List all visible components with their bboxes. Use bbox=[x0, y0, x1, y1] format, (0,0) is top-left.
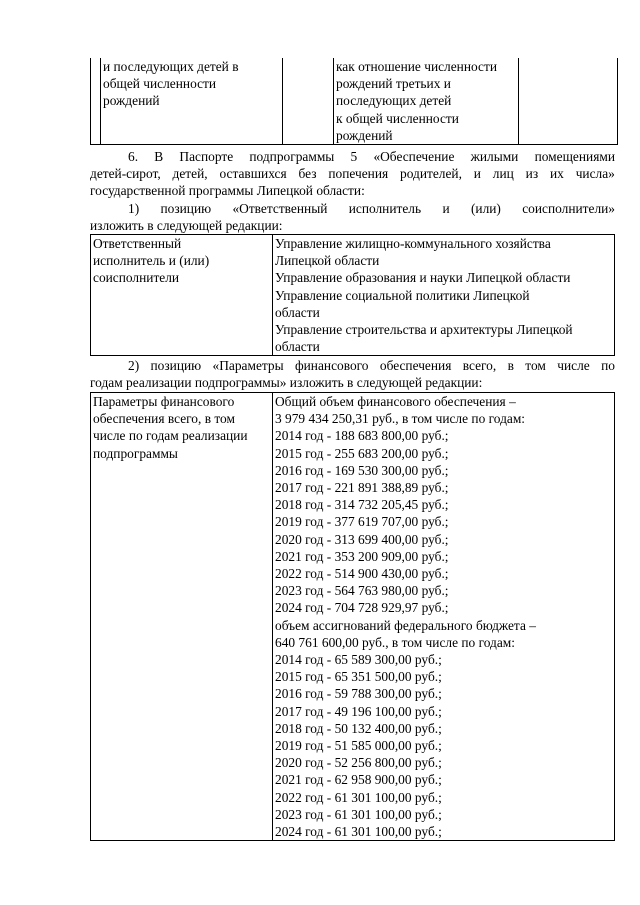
text-line: 2017 год - 49 196 100,00 руб.; bbox=[275, 703, 442, 719]
table-cell-label bbox=[91, 393, 273, 841]
text-line: обеспечения всего, в том bbox=[93, 411, 235, 427]
text-line: 2018 год - 314 732 205,45 руб.; bbox=[275, 497, 449, 513]
text-line: как отношение численности bbox=[336, 59, 498, 74]
text-line: 2021 год - 62 958 900,00 руб.; bbox=[275, 772, 442, 788]
table-cell-value bbox=[273, 393, 615, 841]
text-line: 2020 год - 313 699 400,00 руб.; bbox=[275, 531, 449, 547]
text-line: последующих детей bbox=[336, 93, 452, 109]
text-line: 2019 год - 51 585 000,00 руб.; bbox=[275, 738, 442, 754]
text-line: 3 979 434 250,31 руб., в том числе по годам: bbox=[275, 411, 526, 427]
table-cell-empty bbox=[283, 58, 334, 145]
paragraph-line: 1) позицию «Ответственный исполнитель и (или) соисполнители» bbox=[128, 201, 615, 216]
paragraph-6 bbox=[90, 148, 615, 200]
text-line: числе по годам реализации bbox=[93, 428, 248, 444]
table-cell-indicator bbox=[101, 58, 283, 145]
text-line: рождений bbox=[336, 127, 393, 143]
continued-table bbox=[90, 58, 618, 145]
text-line: 2023 год - 61 301 100,00 руб.; bbox=[275, 806, 442, 822]
text-line: подпрограммы bbox=[93, 445, 178, 461]
text-line: Ответственный bbox=[93, 236, 182, 251]
text-line: общей численности bbox=[103, 76, 217, 92]
text-line: 2020 год - 52 256 800,00 руб.; bbox=[275, 755, 442, 771]
text-line: 2018 год - 50 132 400,00 руб.; bbox=[275, 720, 442, 736]
paragraph-line: годам реализации подпрограммы» изложить в следующей редакции: bbox=[90, 375, 483, 391]
text-line: 2015 год - 65 351 500,00 руб.; bbox=[275, 669, 442, 685]
text-line: 2022 год - 514 900 430,00 руб.; bbox=[275, 566, 449, 582]
text-line: 2016 год - 59 788 300,00 руб.; bbox=[275, 686, 442, 702]
text-line: области bbox=[275, 304, 320, 320]
paragraph-line: изложить в следующей редакции: bbox=[90, 218, 283, 234]
paragraph-line: 2) позицию «Параметры финансового обеспечения всего, в том числе по bbox=[128, 358, 615, 373]
text-line: соисполнители bbox=[93, 270, 180, 286]
text-line: 2023 год - 564 763 980,00 руб.; bbox=[275, 583, 449, 599]
text-line: к общей численности bbox=[336, 110, 459, 126]
text-line: 2016 год - 169 530 300,00 руб.; bbox=[275, 462, 449, 478]
text-line: и последующих детей в bbox=[103, 59, 239, 74]
text-line: рождений третьих и bbox=[336, 76, 451, 92]
paragraph-line: 6. В Паспорте подпрограммы 5 «Обеспечение жилыми помещениями bbox=[128, 149, 615, 164]
text-line: области bbox=[275, 339, 320, 355]
text-line: Управление строительства и архитектуры Липецкой bbox=[275, 322, 573, 338]
text-line: 2014 год - 65 589 300,00 руб.; bbox=[275, 652, 442, 668]
table-cell-label bbox=[91, 235, 273, 356]
table-cell-empty bbox=[91, 58, 101, 145]
paragraph-item-2 bbox=[90, 357, 615, 391]
text-line: 2021 год - 353 200 909,00 руб.; bbox=[275, 548, 449, 564]
text-line: 2024 год - 704 728 929,97 руб.; bbox=[275, 600, 449, 616]
financing-table bbox=[90, 392, 615, 841]
text-line: 2015 год - 255 683 200,00 руб.; bbox=[275, 445, 449, 461]
text-line: исполнитель и (или) bbox=[93, 253, 210, 269]
paragraph-line: детей-сирот, детей, оставшихся без попечения родителей, и лиц из их числа» bbox=[90, 166, 615, 182]
text-line: Параметры финансового bbox=[93, 394, 235, 409]
table-cell-empty bbox=[519, 58, 618, 145]
text-line: Общий объем финансового обеспечения – bbox=[275, 394, 516, 409]
text-line: Управление образования и науки Липецкой области bbox=[275, 270, 571, 286]
responsible-table bbox=[90, 234, 615, 356]
text-line: 2024 год - 61 301 100,00 руб.; bbox=[275, 824, 442, 840]
paragraph-line: государственной программы Липецкой области: bbox=[90, 183, 365, 199]
text-line: рождений bbox=[103, 93, 160, 109]
text-line: 640 761 600,00 руб., в том числе по годам: bbox=[275, 634, 515, 650]
table-cell-formula bbox=[334, 58, 519, 145]
text-line: Управление социальной политики Липецкой bbox=[275, 287, 530, 303]
text-line: 2014 год - 188 683 800,00 руб.; bbox=[275, 428, 449, 444]
text-line: Липецкой области bbox=[275, 253, 380, 269]
paragraph-item-1 bbox=[90, 200, 615, 234]
text-line: объем ассигнований федерального бюджета – bbox=[275, 617, 536, 633]
text-line: 2022 год - 61 301 100,00 руб.; bbox=[275, 789, 442, 805]
text-line: Управление жилищно-коммунального хозяйства bbox=[275, 236, 551, 251]
text-line: 2017 год - 221 891 388,89 руб.; bbox=[275, 480, 449, 496]
table-cell-value bbox=[273, 235, 615, 356]
text-line: 2019 год - 377 619 707,00 руб.; bbox=[275, 514, 449, 530]
